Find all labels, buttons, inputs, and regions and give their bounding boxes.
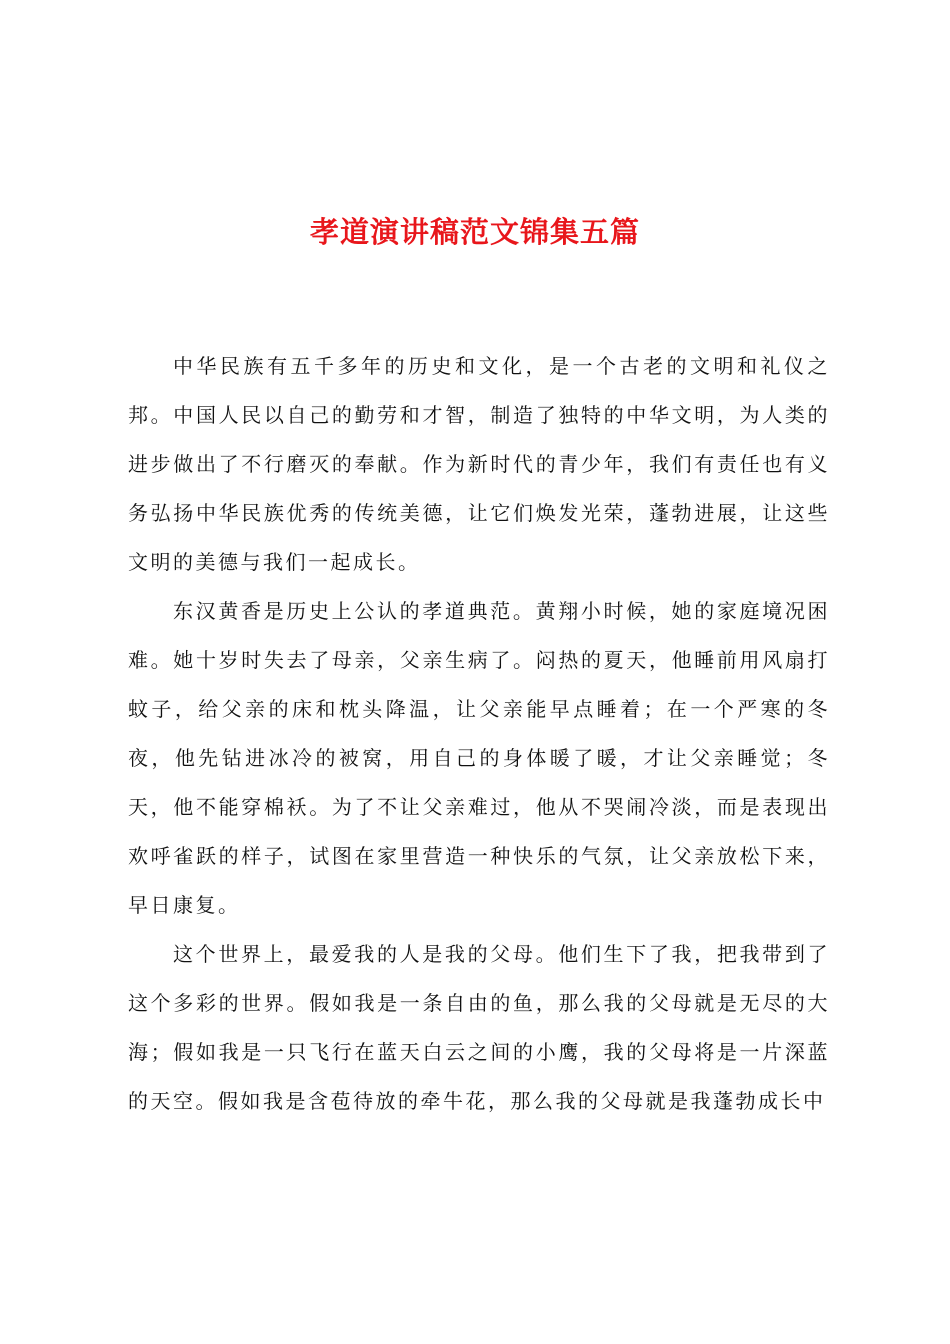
document-body [128,342,830,1126]
document-title: 孝道演讲稿范文锦集五篇 [309,215,640,249]
paragraph-3: 这个世界上，最爱我的人是我的父母。他们生下了我，把我带到了这个多彩的世界。假如我是一条自由的鱼，那么我的父母就是无尽的大海；假如我是一只飞行在蓝天白云之间的小鹰，我的父母将是一片深蓝的天空。假如我是含苞待放的牵牛花，那么我的父母就是我蓬勃成长中 [128,942,830,1113]
paragraph-2: 东汉黄香是历史上公认的孝道典范。黄翔小时候，她的家庭境况困难。她十岁时失去了母亲，父亲生病了。闷热的夏天，他睡前用风扇打蚊子，给父亲的床和枕头降温，让父亲能早点睡着；在一个严寒的冬夜，他先钻进冰冷的被窝，用自己的身体暖了暖，才让父亲睡觉；冬天，他不能穿棉袄。为了不让父亲难过，他从不哭闹冷淡，而是表现出欢呼雀跃的样子，试图在家里营造一种快乐的气氛，让父亲放松下来，早日康复。 [128,599,830,917]
paragraph-1: 中华民族有五千多年的历史和文化，是一个古老的文明和礼仪之邦。中国人民以自己的勤劳和才智，制造了独特的中华文明，为人类的进步做出了不行磨灭的奉献。作为新时代的青少年，我们有责任也有义务弘扬中华民族优秀的传统美德，让它们焕发光荣，蓬勃进展，让这些文明的美德与我们一起成长。 [128,354,830,574]
